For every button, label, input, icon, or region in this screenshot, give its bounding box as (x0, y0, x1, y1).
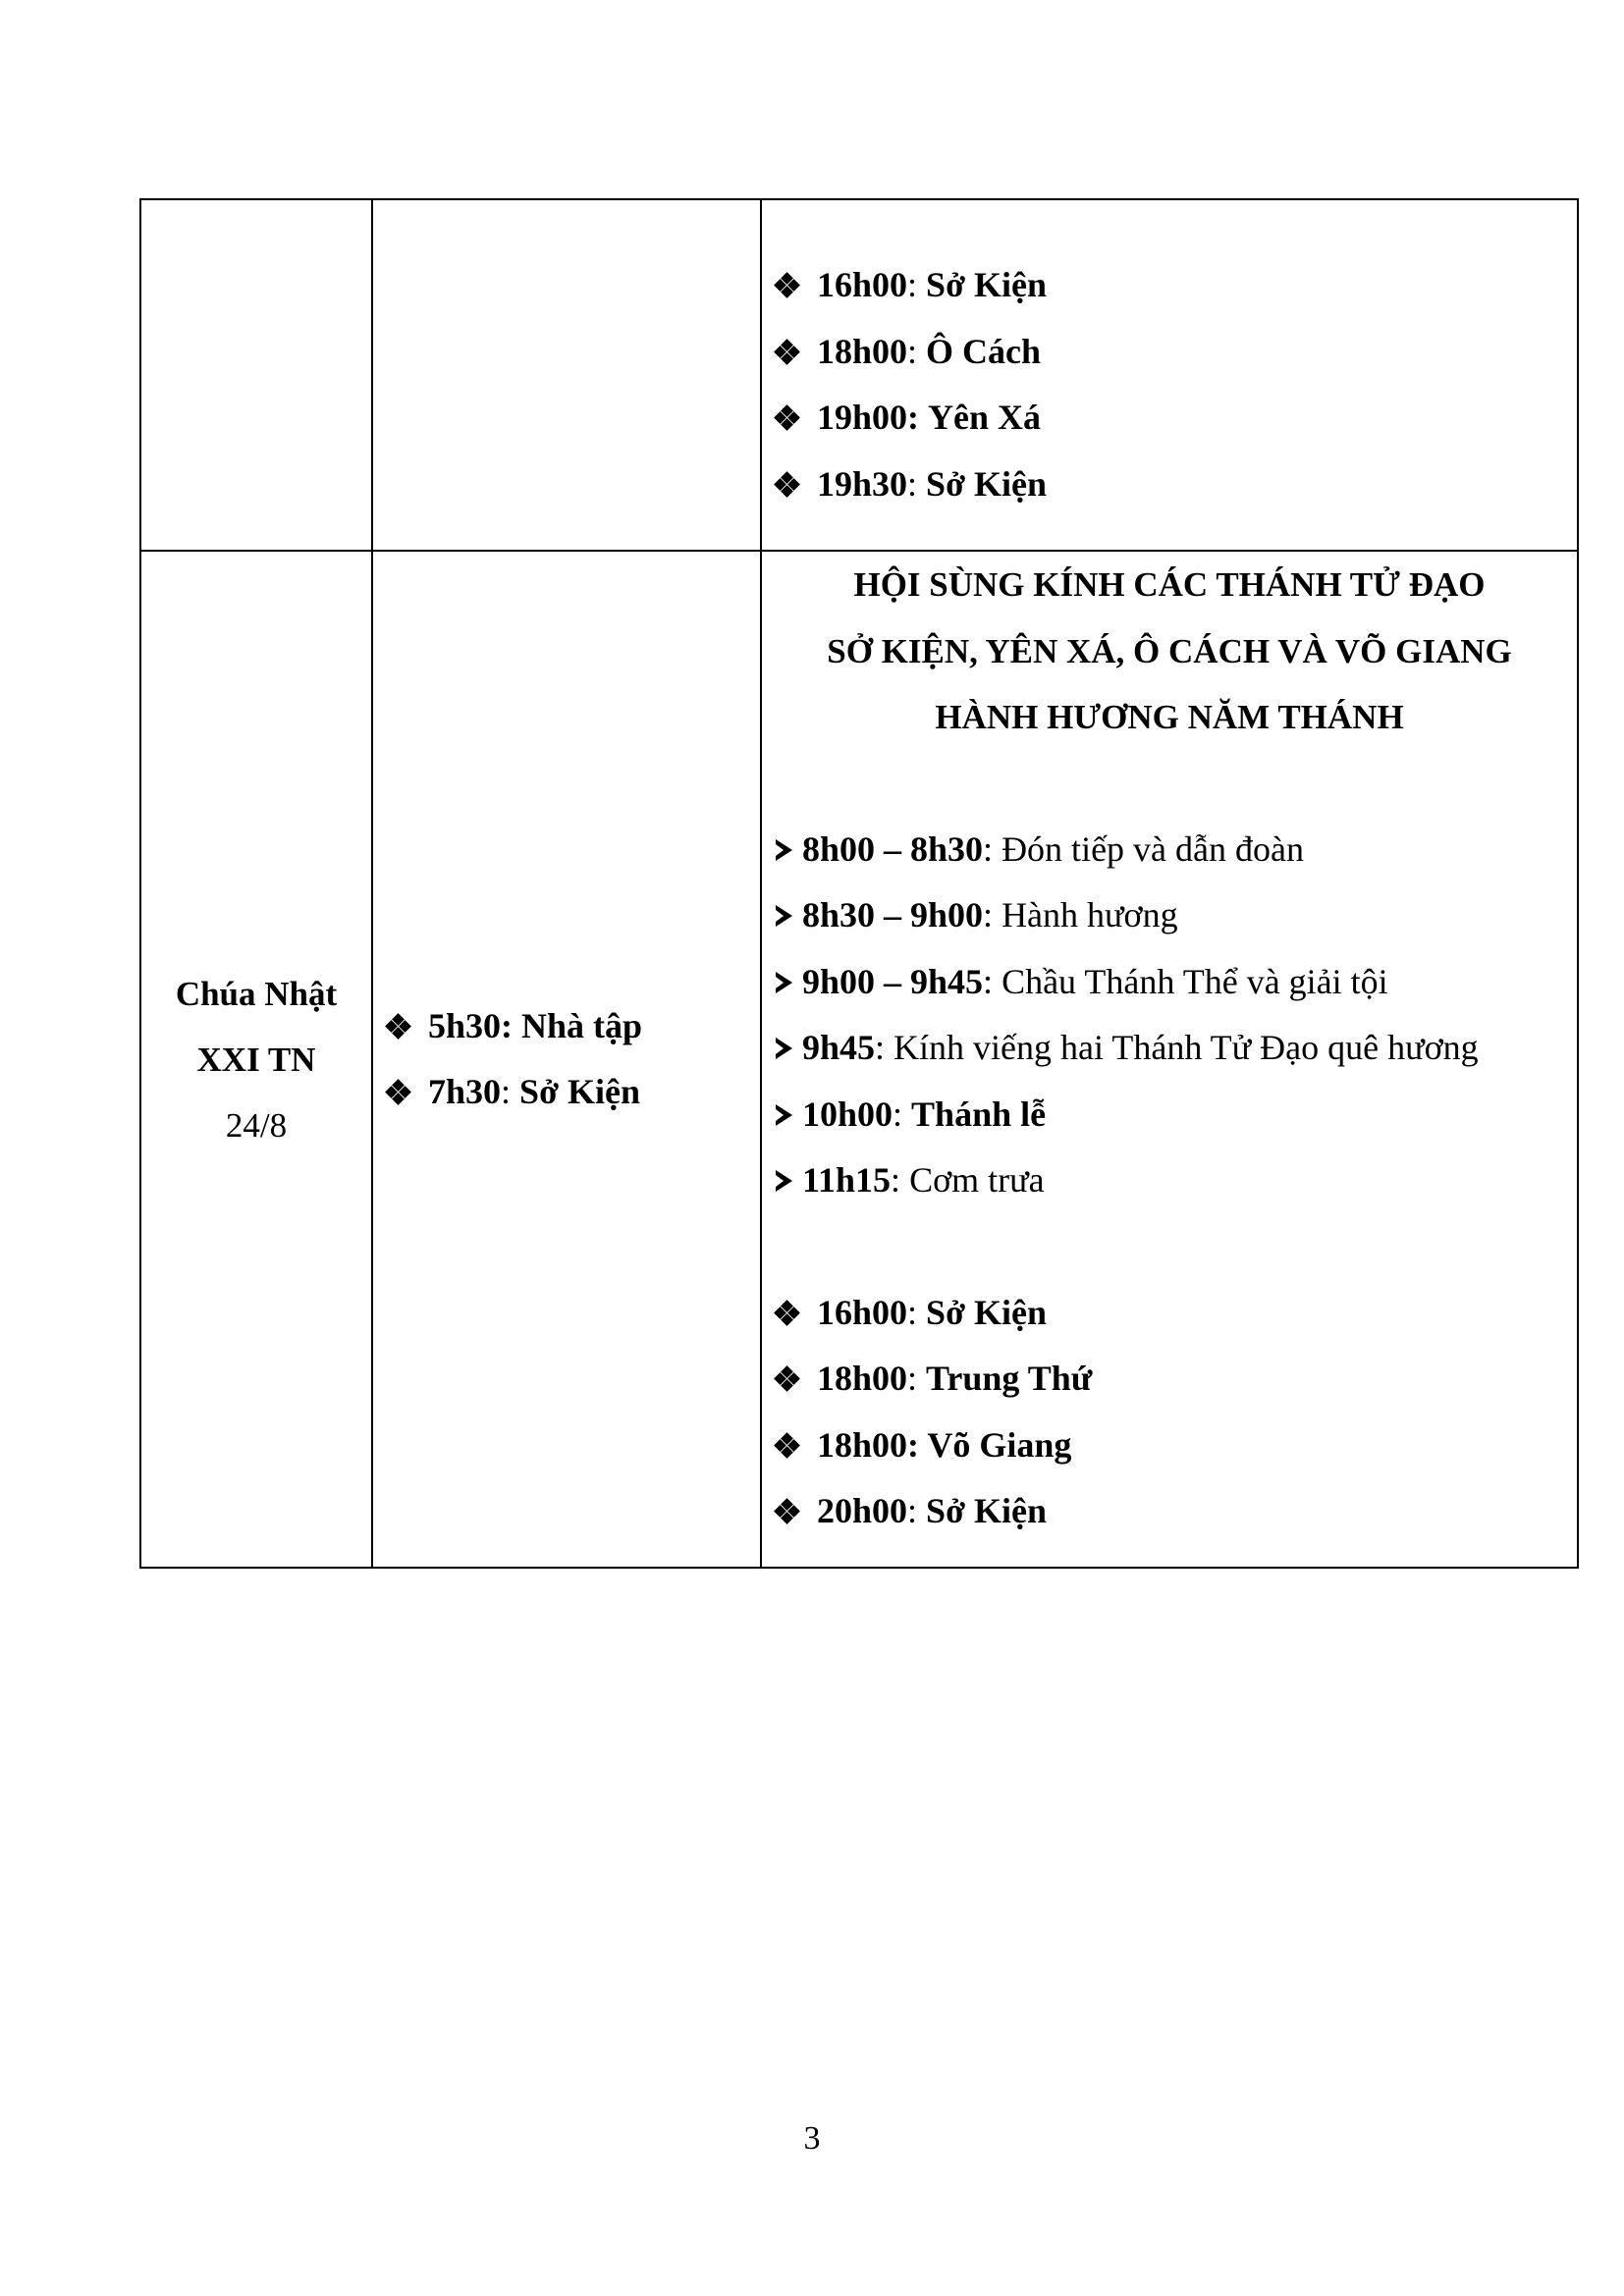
program-activity: Đón tiếp và dẫn đoàn (1001, 828, 1304, 869)
list-item (776, 882, 1577, 949)
event-heading (762, 552, 1577, 751)
list-item (776, 949, 1577, 1016)
list-item (776, 252, 1577, 319)
separator: : (907, 463, 927, 504)
separator: : (907, 1292, 927, 1332)
mass-place: Sở Kiện (519, 1072, 641, 1111)
separator: : (891, 1160, 910, 1200)
list-item (776, 817, 1577, 883)
mass-place: Sở Kiện (926, 463, 1048, 504)
separator: : (907, 265, 927, 304)
morning-cell (372, 199, 761, 551)
program-time: 11h15 (802, 1160, 892, 1200)
separator: : (501, 1072, 520, 1111)
list-item (776, 1148, 1577, 1214)
schedule-table (139, 198, 1579, 1569)
separator: : (907, 1491, 927, 1530)
page-number: 3 (803, 2120, 821, 2157)
pilgrimage-program-list (762, 817, 1577, 1214)
list-item (387, 1059, 760, 1126)
list-item (776, 1082, 1577, 1148)
mass-time: 20h00 (817, 1491, 908, 1530)
mass-time: 16h00 (817, 1292, 908, 1332)
separator: : (983, 961, 1002, 1001)
mass-place: Trung Thứ (926, 1359, 1093, 1398)
arrowhead-bullet-icon (776, 1104, 792, 1126)
separator: : (893, 1094, 912, 1134)
mass-place: Sở Kiện (926, 1292, 1048, 1332)
morning-mass-list (387, 993, 760, 1126)
arrowhead-bullet-icon (776, 1038, 792, 1059)
arrowhead-bullet-icon (776, 839, 792, 861)
list-item (387, 993, 760, 1060)
mass-time: 19h30 (817, 463, 908, 504)
list-item (776, 452, 1577, 518)
list-item (776, 1280, 1577, 1347)
list-item (776, 1015, 1577, 1082)
separator: : (907, 331, 927, 371)
four-diamond-bullet-icon (776, 1367, 799, 1391)
four-diamond-bullet-icon (776, 1500, 799, 1523)
mass-place: Sở Kiện (926, 1491, 1048, 1530)
mass-place: Nhà tập (521, 1005, 643, 1045)
four-diamond-bullet-icon (387, 1081, 410, 1104)
four-diamond-bullet-icon (776, 341, 799, 364)
program-activity: Kính viếng hai Thánh Tử Đạo quê hương (893, 1028, 1479, 1067)
mass-place: Võ Giang (927, 1424, 1072, 1465)
day-name: Chúa Nhật (175, 974, 338, 1013)
program-time: 10h00 (802, 1094, 893, 1134)
separator: : (907, 1359, 927, 1398)
mass-time: 16h00 (817, 265, 908, 304)
four-diamond-bullet-icon (387, 1015, 410, 1039)
four-diamond-bullet-icon (776, 274, 799, 297)
evening-mass-list (762, 1280, 1577, 1545)
evening-cell (761, 199, 1578, 551)
separator (919, 398, 928, 437)
table-row (140, 551, 1578, 1568)
mass-time: 5h30: (428, 1005, 514, 1045)
program-time: 8h00 – 8h30 (802, 828, 984, 869)
day-cell (140, 551, 372, 1568)
list-item (776, 1346, 1577, 1413)
mass-time: 18h00 (817, 1359, 908, 1398)
mass-time: 7h30 (428, 1072, 502, 1111)
arrowhead-bullet-icon (776, 972, 792, 993)
arrowhead-bullet-icon (776, 905, 792, 927)
four-diamond-bullet-icon (776, 1302, 799, 1325)
four-diamond-bullet-icon (776, 1434, 799, 1458)
program-activity: Cơm trưa (909, 1160, 1045, 1200)
program-activity: Chầu Thánh Thể và giải tội (1001, 961, 1388, 1001)
evening-mass-list (776, 252, 1577, 517)
separator (513, 1006, 521, 1045)
list-item (776, 1413, 1577, 1479)
program-time: 9h45 (802, 1028, 876, 1067)
list-item (776, 319, 1577, 386)
table-row (140, 199, 1578, 551)
separator: : (983, 828, 1002, 869)
mass-time: 19h00: (817, 398, 920, 437)
day-cell (140, 199, 372, 551)
four-diamond-bullet-icon (776, 406, 799, 430)
mass-time: 18h00 (817, 331, 908, 371)
mass-place: Sở Kiện (926, 265, 1048, 304)
event-heading-line: HÀNH HƯƠNG NĂM THÁNH (935, 698, 1404, 736)
event-heading-line: HỘI SÙNG KÍNH CÁC THÁNH TỬ ĐẠO (853, 565, 1486, 604)
program-time: 8h30 – 9h00 (802, 895, 984, 934)
four-diamond-bullet-icon (776, 473, 799, 497)
evening-cell (761, 551, 1578, 1568)
list-item (776, 385, 1577, 452)
program-time: 9h00 – 9h45 (802, 961, 984, 1001)
arrowhead-bullet-icon (776, 1170, 792, 1192)
morning-cell (372, 551, 761, 1568)
program-activity: Hành hương (1001, 895, 1178, 934)
program-activity: Thánh lễ (911, 1094, 1047, 1134)
separator: : (983, 895, 1002, 934)
list-item (776, 1478, 1577, 1545)
liturgical-week: XXI TN (196, 1040, 316, 1079)
separator: : (875, 1028, 894, 1067)
mass-place: Yên Xá (928, 398, 1042, 437)
mass-place: Ô Cách (926, 331, 1042, 371)
day-date: 24/8 (225, 1105, 288, 1145)
event-heading-line: SỞ KIỆN, YÊN XÁ, Ô CÁCH VÀ VÕ GIANG (827, 631, 1512, 670)
mass-time: 18h00: (817, 1424, 920, 1465)
